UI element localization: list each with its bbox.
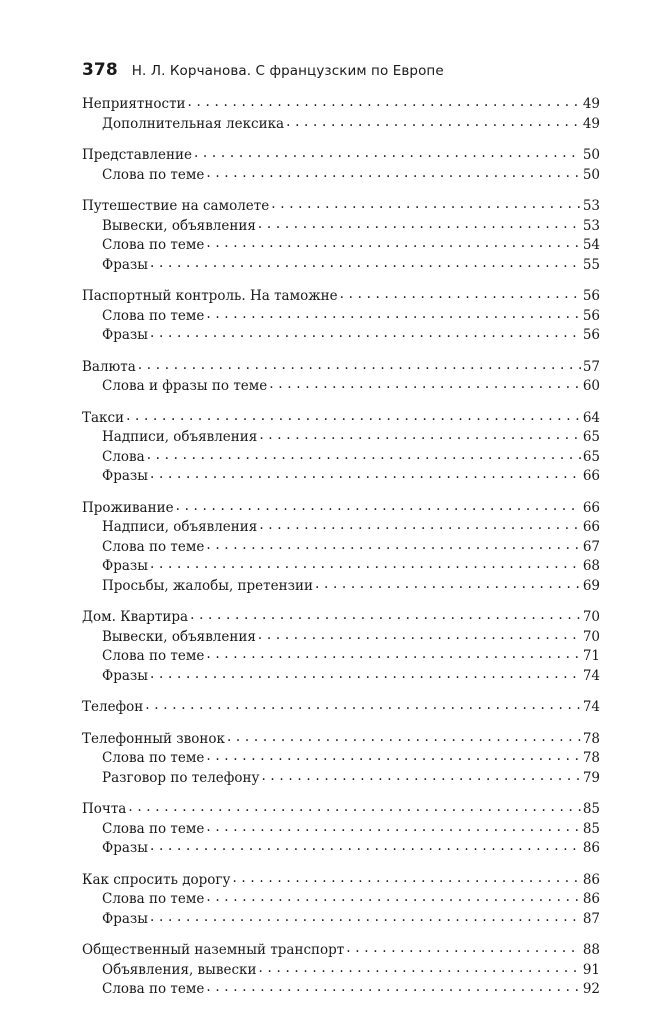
dot-leader (206, 648, 580, 660)
dot-leader (206, 821, 580, 833)
toc-page-number: 57 (582, 358, 600, 375)
toc-subentry-title: Фразы (102, 840, 149, 856)
toc-page-number: 68 (582, 558, 600, 574)
dot-leader (258, 629, 581, 641)
dot-leader (150, 911, 581, 923)
toc-subentry[interactable] (82, 307, 600, 327)
toc-page-number: 54 (582, 237, 600, 253)
toc-subentry[interactable] (82, 647, 600, 667)
toc-subentry-title: Вывески, объявления (102, 628, 256, 645)
toc-subentry[interactable] (82, 166, 600, 186)
dot-leader (206, 750, 580, 762)
toc-subentry-title: Фразы (102, 468, 149, 484)
dot-leader (269, 378, 581, 390)
toc-entry-title: Такси (82, 409, 125, 426)
toc-subentry-title: Фразы (102, 558, 149, 574)
toc-page-number: 66 (582, 499, 600, 516)
toc-subentry[interactable] (82, 377, 600, 397)
toc-entry-title: Неприятности (82, 96, 186, 112)
toc-page-number: 85 (582, 820, 600, 837)
toc-page-number: 70 (582, 609, 600, 625)
toc-page-number: 50 (582, 147, 600, 163)
toc-subentry[interactable] (82, 628, 600, 648)
dot-leader (206, 891, 580, 903)
page-number: 378 (82, 60, 118, 80)
toc-entry-title: Проживание (82, 499, 174, 516)
dot-leader (150, 840, 581, 852)
toc-page-number: 91 (582, 961, 600, 978)
toc-subentry[interactable] (82, 557, 600, 577)
toc-entry[interactable] (82, 146, 600, 166)
toc-subentry-title: Объявления, вывески (102, 961, 257, 978)
toc-page-number: 49 (582, 96, 600, 112)
dot-leader (150, 668, 581, 680)
toc-subentry[interactable] (82, 961, 600, 981)
dot-leader (126, 410, 581, 422)
toc-subentry[interactable] (82, 518, 600, 538)
toc-subentry-title: Фразы (102, 910, 149, 927)
toc-page-number: 78 (582, 730, 600, 747)
toc-subentry[interactable] (82, 820, 600, 840)
dot-leader (232, 872, 580, 884)
toc-subentry-title: Фразы (102, 667, 149, 684)
toc-page-number: 66 (582, 519, 600, 535)
toc-subentry-title: Просьбы, жалобы, претензии (102, 577, 313, 594)
toc-entry[interactable] (82, 95, 600, 115)
toc-section (82, 146, 600, 185)
dot-leader (259, 429, 581, 441)
dot-leader (206, 237, 580, 249)
toc-page-number: 60 (582, 378, 600, 394)
toc-subentry[interactable] (82, 428, 600, 448)
dot-leader (150, 468, 581, 480)
toc-entry[interactable] (82, 800, 600, 820)
toc-subentry[interactable] (82, 115, 600, 135)
toc-entry-title: Общественный наземный транспорт (82, 942, 345, 958)
toc-section (82, 499, 600, 597)
dot-leader (259, 962, 581, 974)
toc-subentry-title: Разговор по телефону (102, 769, 260, 786)
toc-entry-title: Путешествие на самолете (82, 198, 270, 214)
toc-subentry-title: Слова по теме (102, 981, 205, 997)
dot-leader (206, 167, 580, 179)
toc-subentry[interactable] (82, 326, 600, 346)
toc-subentry[interactable] (82, 980, 600, 1000)
toc-entry[interactable] (82, 499, 600, 519)
toc-page-number: 64 (582, 409, 600, 426)
toc-entry[interactable] (82, 358, 600, 378)
toc-page-number: 74 (582, 667, 600, 684)
dot-leader (150, 558, 581, 570)
toc-entry-title: Валюта (82, 358, 136, 375)
running-title: Н. Л. Корчанова. С французским по Европе (131, 63, 444, 79)
toc-subentry-title: Слова и фразы по теме (102, 378, 268, 394)
dot-leader (147, 449, 581, 461)
dot-leader (150, 257, 581, 269)
toc-section (82, 871, 600, 930)
toc-entry[interactable] (82, 698, 600, 718)
toc-subentry-title: Вывески, объявления (102, 217, 256, 234)
toc-subentry[interactable] (82, 538, 600, 558)
toc-section (82, 800, 600, 859)
toc-page-number: 70 (582, 628, 600, 645)
toc-page-number: 55 (582, 256, 600, 273)
toc-page-number: 88 (582, 942, 600, 958)
dot-leader (206, 539, 580, 551)
toc-subentry[interactable] (82, 448, 600, 468)
toc-subentry-title: Слова по теме (102, 750, 205, 766)
toc-subentry[interactable] (82, 236, 600, 256)
toc-subentry[interactable] (82, 577, 600, 597)
toc-page-number: 53 (582, 217, 600, 234)
toc-page-number: 65 (582, 448, 600, 465)
toc-section (82, 698, 600, 718)
dot-leader (227, 731, 581, 743)
dot-leader (206, 981, 580, 993)
toc-page-number: 85 (582, 801, 600, 817)
dot-leader (188, 96, 581, 108)
dot-leader (206, 308, 580, 320)
dot-leader (176, 500, 581, 512)
toc-subentry-title: Слова по теме (102, 648, 205, 664)
toc-section (82, 730, 600, 789)
toc-entry[interactable] (82, 409, 600, 429)
toc-subentry[interactable] (82, 467, 600, 487)
toc-page-number: 56 (582, 288, 600, 304)
dot-leader (261, 770, 580, 782)
toc-entry-title: Представление (82, 147, 192, 163)
dot-leader (258, 218, 581, 230)
dot-leader (194, 147, 581, 159)
dot-leader (145, 699, 581, 711)
toc-subentry-title: Надписи, объявления (102, 519, 258, 535)
toc-page-number: 79 (582, 769, 600, 786)
dot-leader (346, 942, 581, 954)
toc-subentry-title: Слова по теме (102, 891, 205, 907)
toc-entry[interactable] (82, 730, 600, 750)
toc-subentry[interactable] (82, 839, 600, 859)
dot-leader (259, 519, 581, 531)
dot-leader (138, 359, 581, 371)
toc-entry[interactable] (82, 608, 600, 628)
toc-subentry[interactable] (82, 769, 600, 789)
toc-subentry-title: Слова по теме (102, 538, 205, 555)
toc-section (82, 409, 600, 487)
toc-subentry-title: Фразы (102, 256, 149, 273)
toc-page-number: 74 (582, 699, 600, 715)
table-of-contents (82, 95, 600, 1012)
dot-leader (286, 116, 581, 128)
toc-entry-title: Почта (82, 801, 127, 817)
toc-page-number: 53 (582, 198, 600, 214)
toc-entry-title: Телефонный звонок (82, 730, 225, 747)
toc-subentry-title: Дополнительная лексика (102, 115, 285, 132)
toc-page-number: 87 (582, 910, 600, 927)
dot-leader (271, 198, 581, 210)
toc-entry[interactable] (82, 287, 600, 307)
toc-subentry-title: Фразы (102, 327, 149, 343)
toc-entry[interactable] (82, 197, 600, 217)
toc-subentry[interactable] (82, 749, 600, 769)
toc-subentry[interactable] (82, 256, 600, 276)
toc-page-number: 92 (582, 981, 600, 997)
running-header (82, 60, 444, 80)
toc-subentry-title: Слова (102, 448, 145, 465)
dot-leader (190, 609, 581, 621)
toc-entry[interactable] (82, 871, 600, 891)
toc-page-number: 71 (582, 648, 600, 664)
toc-page-number: 56 (582, 327, 600, 343)
toc-subentry-title: Надписи, объявления (102, 429, 258, 445)
toc-section (82, 287, 600, 346)
dot-leader (128, 801, 580, 813)
toc-subentry[interactable] (82, 890, 600, 910)
toc-subentry[interactable] (82, 910, 600, 930)
toc-subentry-title: Слова по теме (102, 166, 205, 183)
toc-page-number: 49 (582, 115, 600, 132)
toc-entry-title: Как спросить дорогу (82, 871, 231, 888)
toc-section (82, 358, 600, 397)
toc-page-number: 56 (582, 307, 600, 324)
toc-page-number: 50 (582, 166, 600, 183)
toc-subentry[interactable] (82, 217, 600, 237)
toc-subentry-title: Слова по теме (102, 237, 205, 253)
dot-leader (315, 578, 581, 590)
toc-entry[interactable] (82, 941, 600, 961)
toc-entry-title: Дом. Квартира (82, 609, 189, 625)
toc-entry-title: Телефон (82, 699, 144, 715)
toc-entry-title: Паспортный контроль. На таможне (82, 288, 338, 304)
toc-page-number: 86 (582, 871, 600, 888)
toc-section (82, 197, 600, 275)
dot-leader (150, 327, 581, 339)
toc-page-number: 69 (582, 577, 600, 594)
toc-page-number: 65 (582, 429, 600, 445)
toc-subentry[interactable] (82, 667, 600, 687)
toc-page-number: 86 (582, 891, 600, 907)
toc-subentry-title: Слова по теме (102, 820, 205, 837)
toc-page-number: 78 (582, 750, 600, 766)
toc-subentry-title: Слова по теме (102, 307, 205, 324)
toc-section (82, 941, 600, 1000)
toc-section (82, 95, 600, 134)
toc-page-number: 86 (582, 840, 600, 856)
toc-page-number: 66 (582, 468, 600, 484)
toc-section (82, 608, 600, 686)
dot-leader (340, 288, 581, 300)
toc-page-number: 67 (582, 538, 600, 555)
